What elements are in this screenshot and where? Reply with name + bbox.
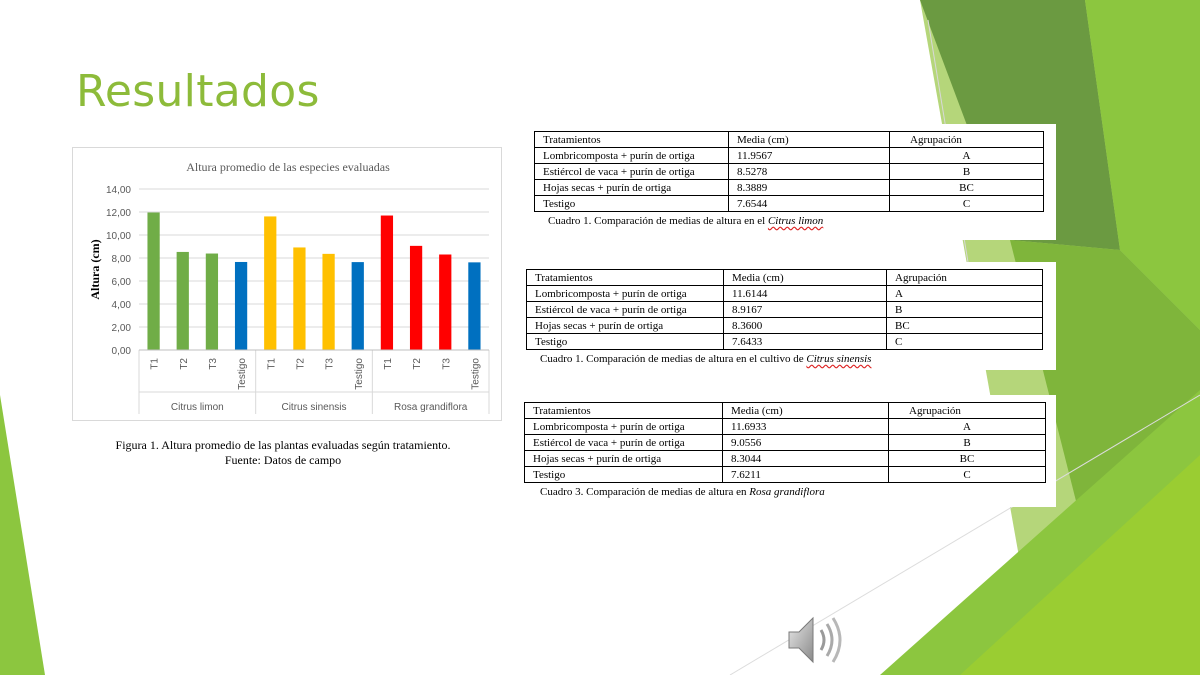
bar [410, 246, 422, 350]
table-row [527, 334, 1043, 350]
table-cell: Lombricomposta + purín de ortiga [525, 419, 723, 435]
x-tick-label: T3 [207, 358, 219, 370]
bar-chart [73, 148, 501, 420]
table-cell: 8.3044 [723, 451, 889, 467]
table-cell: Estiércol de vaca + purín de ortiga [527, 302, 724, 318]
table-caption [534, 214, 1056, 228]
y-tick-label: 10,00 [105, 231, 131, 242]
table-row [527, 302, 1043, 318]
table-cell: 7.6433 [724, 334, 887, 350]
table-cell: Hojas secas + purín de ortiga [525, 451, 723, 467]
table-cell: A [887, 286, 1043, 302]
figure-caption-line2: Fuente: Datos de campo [224, 453, 342, 467]
x-tick-label: T3 [441, 358, 453, 370]
y-tick-label: 14,00 [105, 185, 131, 196]
x-tick-label: T2 [178, 358, 190, 370]
bar [468, 262, 480, 350]
table-cell: 11.9567 [729, 148, 890, 164]
table-row [527, 286, 1043, 302]
column-header: Media (cm) [723, 403, 889, 419]
bar [322, 254, 334, 350]
table-cell: 8.5278 [729, 164, 890, 180]
bar [352, 262, 364, 350]
column-header: Agrupación [889, 403, 1046, 419]
bar [177, 252, 189, 350]
table-cell: C [890, 196, 1044, 212]
x-tick-label: T1 [382, 358, 394, 370]
table-row [525, 467, 1046, 483]
table-cell: C [887, 334, 1043, 350]
bar [381, 216, 393, 350]
table-cell: B [890, 164, 1044, 180]
table-cell: 9.0556 [723, 435, 889, 451]
table-cell: Lombricomposta + purín de ortiga [535, 148, 729, 164]
bar [206, 254, 218, 350]
table-caption-species: Citrus sinensis [806, 353, 872, 365]
table-cell: Testigo [525, 467, 723, 483]
table-cell: 8.3600 [724, 318, 887, 334]
table-cell: 7.6211 [723, 467, 889, 483]
table-cell: 7.6544 [729, 196, 890, 212]
table-rosa-grandiflora [524, 402, 1046, 483]
bar [264, 216, 276, 350]
table-citrus-limon [534, 131, 1044, 212]
group-label: Rosa grandiflora [393, 402, 468, 413]
table-row [525, 451, 1046, 467]
table-row [535, 180, 1044, 196]
table-cell: A [890, 148, 1044, 164]
figure-caption-line1: Figura 1. Altura promedio de las plantas evaluadas según tratamiento. [115, 438, 451, 452]
table-cell: Estiércol de vaca + purín de ortiga [525, 435, 723, 451]
table-cell: Hojas secas + purín de ortiga [527, 318, 724, 334]
table-caption [526, 352, 1056, 366]
table-citrus-sinensis [526, 269, 1043, 350]
table-cell: A [889, 419, 1046, 435]
x-tick-label: T2 [295, 358, 307, 370]
table-citrus-limon-panel [518, 124, 1056, 240]
table-cell: 11.6933 [723, 419, 889, 435]
table-cell: Testigo [535, 196, 729, 212]
group-label: Citrus sinensis [281, 402, 347, 413]
table-row [525, 419, 1046, 435]
table-header-row [527, 270, 1043, 286]
y-axis-label: Altura (cm) [88, 239, 102, 300]
x-tick-label: Testigo [470, 358, 482, 390]
y-tick-label: 6,00 [111, 277, 131, 288]
table-caption-text: Cuadro 1. Comparación de medias de altura en el cultivo de [540, 353, 807, 365]
table-cell: Lombricomposta + purín de ortiga [527, 286, 724, 302]
table-caption-species: Rosa grandiflora [749, 486, 825, 498]
table-row [535, 164, 1044, 180]
x-tick-label: Testigo [353, 358, 365, 390]
chart-title: Altura promedio de las especies evaluadas [186, 160, 390, 174]
left-green-wedge [0, 395, 45, 675]
table-cell: Estiércol de vaca + purín de ortiga [535, 164, 729, 180]
y-tick-label: 8,00 [111, 254, 131, 265]
column-header: Agrupación [887, 270, 1043, 286]
column-header: Tratamientos [535, 132, 729, 148]
bar [147, 212, 159, 350]
table-cell: BC [887, 318, 1043, 334]
figure-caption [72, 438, 494, 468]
table-caption-text: Cuadro 3. Comparación de medias de altura en [540, 486, 750, 498]
table-cell: Testigo [527, 334, 724, 350]
y-tick-label: 2,00 [111, 323, 131, 334]
table-cell: Hojas secas + purín de ortiga [535, 180, 729, 196]
bar [293, 247, 305, 350]
column-header: Tratamientos [525, 403, 723, 419]
table-header-row [525, 403, 1046, 419]
speaker-icon[interactable] [785, 612, 849, 668]
table-cell: B [887, 302, 1043, 318]
table-row [535, 196, 1044, 212]
table-caption-text: Cuadro 1. Comparación de medias de altura en el [548, 215, 768, 227]
column-header: Agrupación [890, 132, 1044, 148]
chart-frame [72, 147, 502, 421]
y-tick-label: 12,00 [105, 208, 131, 219]
x-tick-label: T1 [266, 358, 278, 370]
column-header: Media (cm) [724, 270, 887, 286]
x-tick-label: T1 [149, 358, 161, 370]
column-header: Tratamientos [527, 270, 724, 286]
table-cell: 11.6144 [724, 286, 887, 302]
table-cell: B [889, 435, 1046, 451]
group-label: Citrus limon [170, 402, 224, 413]
table-row [525, 435, 1046, 451]
table-cell: 8.3889 [729, 180, 890, 196]
table-caption-species: Citrus limon [767, 215, 824, 227]
table-row [527, 318, 1043, 334]
x-tick-label: T2 [412, 358, 424, 370]
table-citrus-sinensis-panel [510, 262, 1056, 370]
slide-title: Resultados [76, 66, 320, 117]
table-cell: C [889, 467, 1046, 483]
column-header: Media (cm) [729, 132, 890, 148]
table-cell: 8.9167 [724, 302, 887, 318]
x-tick-label: Testigo [237, 358, 249, 390]
x-tick-label: T3 [324, 358, 336, 370]
table-cell: BC [889, 451, 1046, 467]
table-rosa-grandiflora-panel [510, 395, 1056, 507]
table-header-row [535, 132, 1044, 148]
y-tick-label: 0,00 [111, 346, 131, 357]
table-caption [524, 485, 1056, 499]
y-tick-label: 4,00 [111, 300, 131, 311]
table-row [535, 148, 1044, 164]
bar [235, 262, 247, 350]
table-cell: BC [890, 180, 1044, 196]
bar [439, 254, 451, 350]
